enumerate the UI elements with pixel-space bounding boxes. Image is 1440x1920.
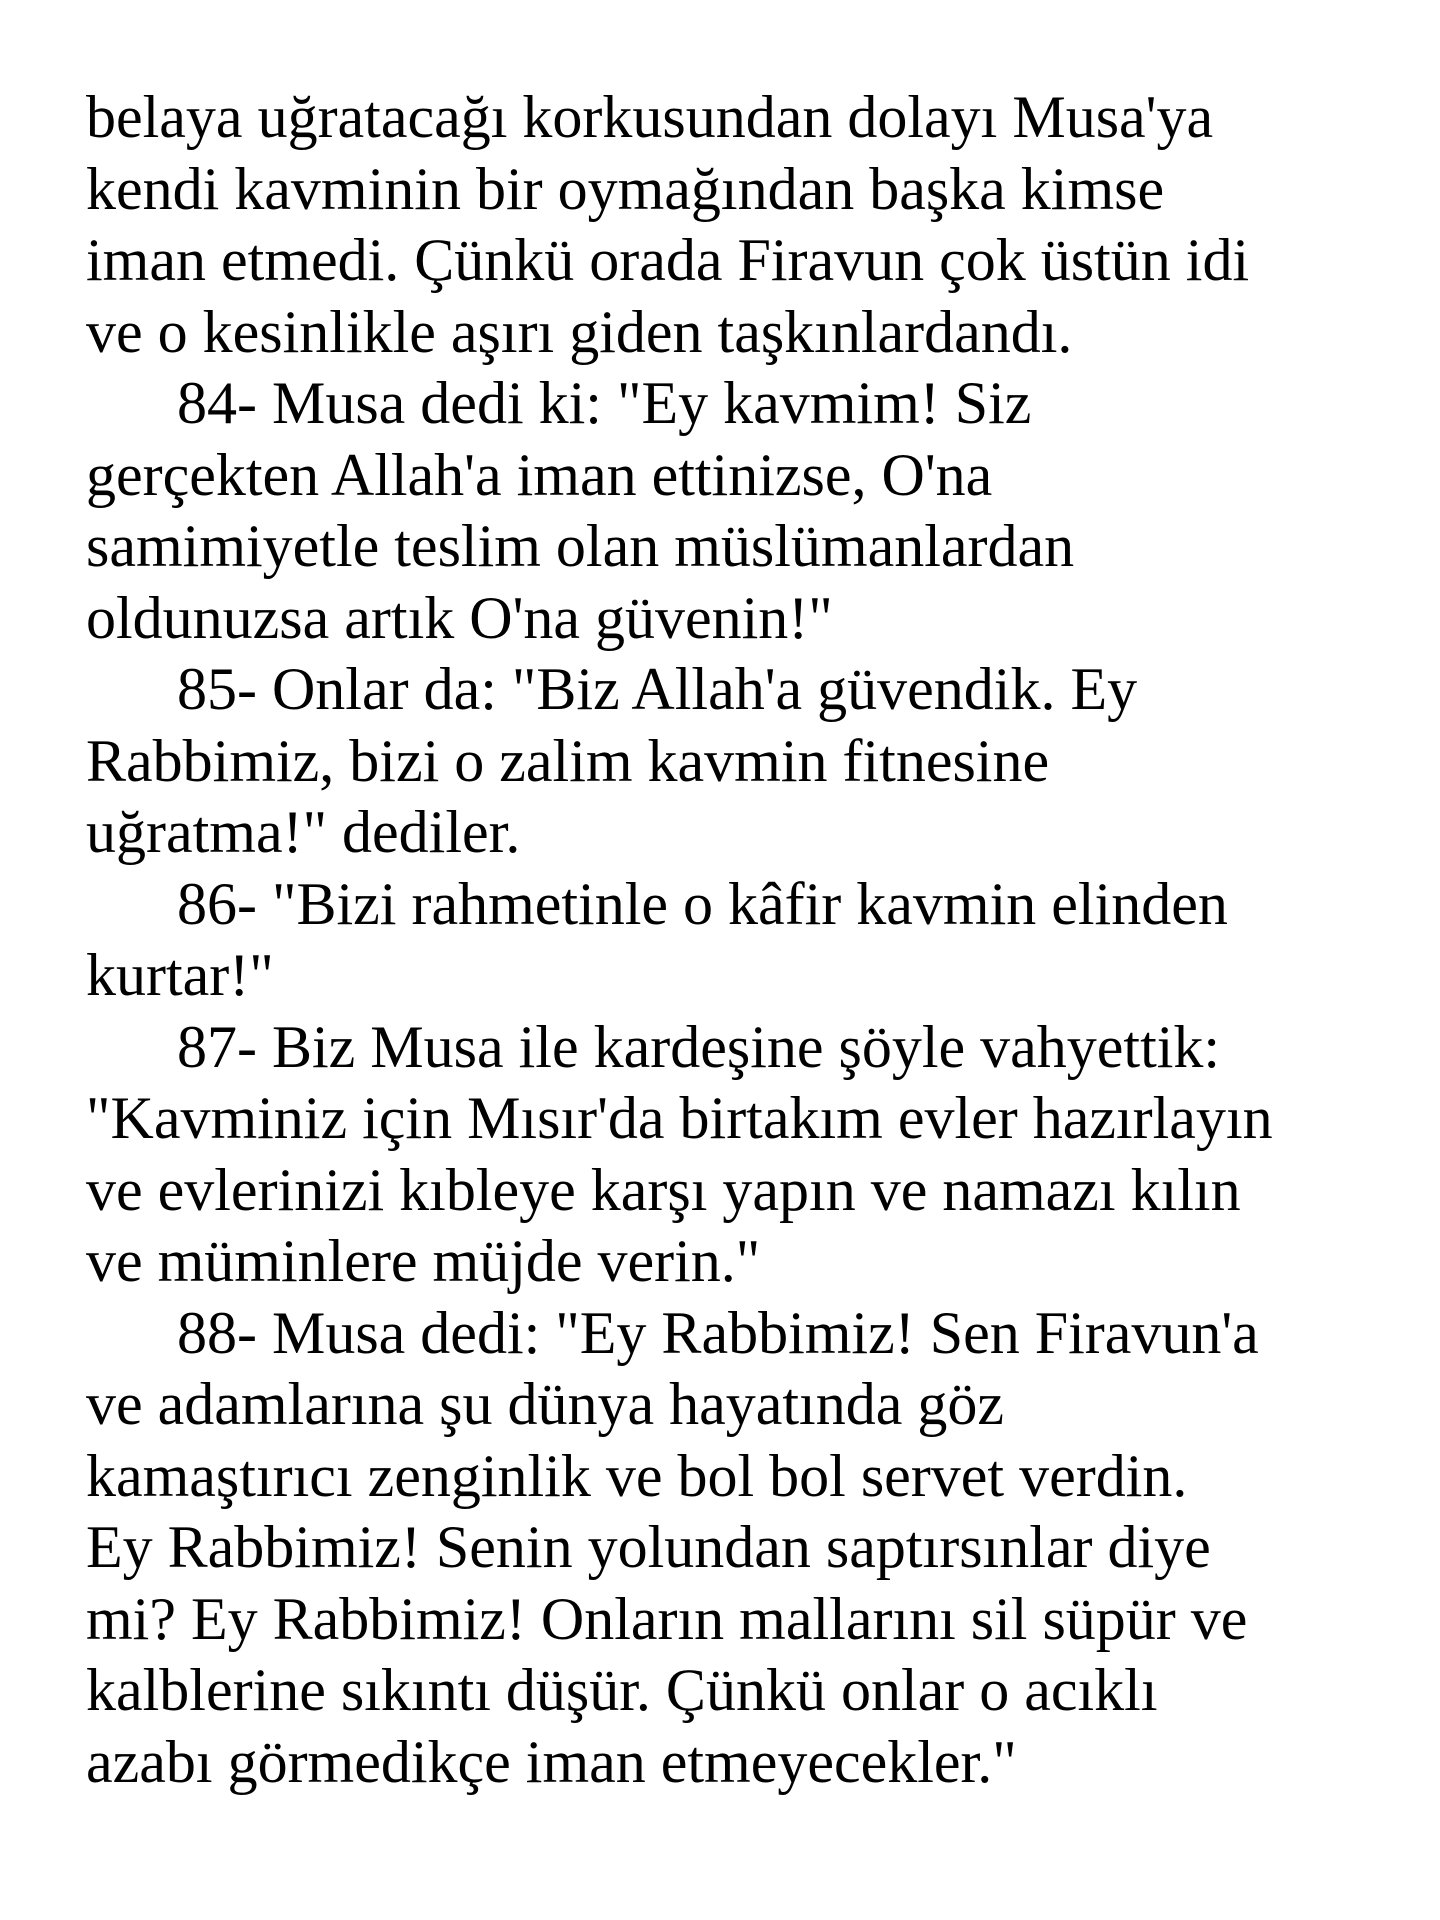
verse-86-start: 86- "Bizi rahmetinle o kâfir kavmin elinden — [177, 870, 1228, 937]
text-line: kamaştırıcı zenginlik ve bol bol servet verdin. — [86, 1442, 1188, 1509]
text-line: "Kavminiz için Mısır'da birtakım evler hazırlayın — [86, 1085, 1273, 1151]
text-line: ve adamlarına şu dünya hayatında göz — [86, 1371, 1004, 1437]
text-line: uğratma!" dediler. — [86, 799, 521, 865]
verse-88-start: 88- Musa dedi: "Ey Rabbimiz! Sen Firavun'a — [177, 1299, 1259, 1366]
text-line: samimiyetle teslim olan müslümanlardan — [86, 513, 1075, 579]
text-line: azabı görmedikçe iman etmeyecekler." — [86, 1728, 1017, 1795]
text-line: belaya uğratacağı korkusundan dolayı Musa'ya — [86, 84, 1214, 150]
text-line: kalblerine sıkıntı düşür. Çünkü onlar o acıklı — [86, 1657, 1158, 1723]
text-line: mi? Ey Rabbimiz! Onların mallarını sil süpür ve — [86, 1585, 1248, 1652]
text-line: Rabbimiz, bizi o zalim kavmin fitnesine — [86, 727, 1050, 794]
text-line: ve o kesinlikle aşırı giden taşkınlardandı. — [86, 298, 1073, 365]
document-page — [86, 82, 1406, 1798]
text-line: kendi kavminin bir oymağından başka kimse — [86, 155, 1165, 222]
text-line: iman etmedi. Çünkü orada Firavun çok üstün idi — [86, 227, 1250, 293]
text-line: Ey Rabbimiz! Senin yolundan saptırsınlar diye — [86, 1514, 1211, 1580]
verse-87-start: 87- Biz Musa ile kardeşine şöyle vahyettik: — [177, 1013, 1221, 1080]
text-line: ve evlerinizi kıbleye karşı yapın ve namazı kılın — [86, 1156, 1241, 1223]
text-line: gerçekten Allah'a iman ettinizse, O'na — [86, 441, 993, 508]
verse-84-start: 84- Musa dedi ki: "Ey kavmim! Siz — [177, 370, 1032, 436]
text-line: oldunuzsa artık O'na güvenin!" — [86, 584, 833, 651]
verse-85-start: 85- Onlar da: "Biz Allah'a güvendik. Ey — [177, 656, 1138, 722]
text-line: ve müminlere müjde verin." — [86, 1228, 761, 1294]
text-line: kurtar!" — [86, 942, 274, 1008]
